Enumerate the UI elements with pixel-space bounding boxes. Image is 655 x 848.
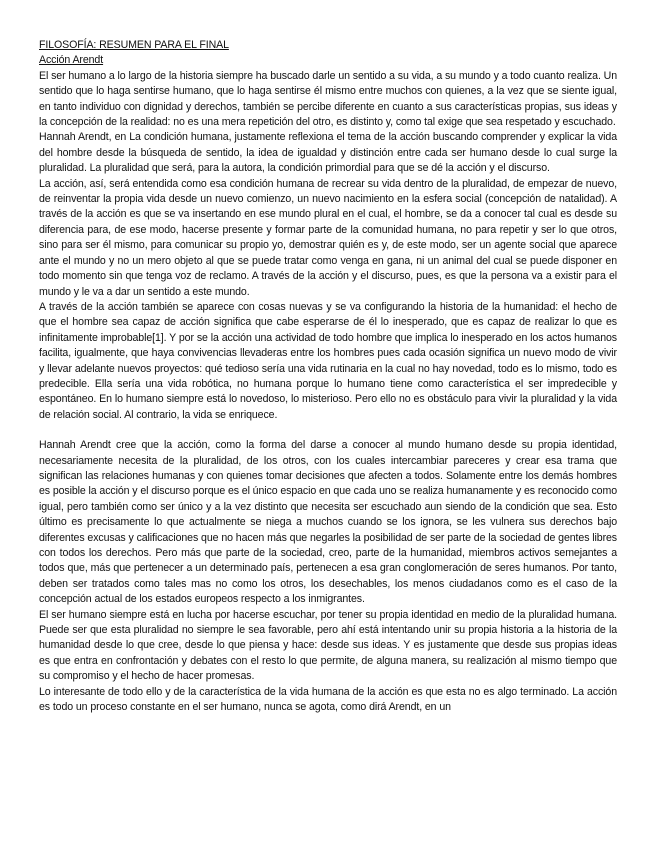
paragraph: Hannah Arendt cree que la acción, como la forma del darse a conocer al mundo humano desde su propia identidad, necesariamente necesita de la pluralidad, de los otros, con los cuales intercambiar pareceres y crear esa trama que significan las relaciones humanas y con quienes tomar decisiones que afecten a todos. Solamente entre los demás hombres es posible la acción y el discurso porque es el único espacio en que cada uno se realiza humanamente y es reconocido como igual, pero también como ser único y a la vez distinto que necesita ser escuchado aun siendo de la condición que sea. Esto último es precisamente lo que actualmente se niega a muchos cuando se los ignora, se les vulnera sus derechos bajo diferentes excusas y calificaciones que no hacen más que negarles la posibilidad de ser parte de la sociedad de gentes libres con todos los derechos. Pero más que parte de la sociedad, creo, parte de la humanidad, miembros activos semejantes a todos que, más que pertenecer a un determinado país, pertenecen a esa gran conglomeración de seres humanos. Por tanto, deben ser tratados como tales mas no como los otros, los desechables, los menos ciudadanos como es el caso de la concepción actual de los estados europeos respecto a los inmigrantes. (39, 439, 617, 606)
paragraph: Hannah Arendt, en La condición humana, justamente reflexiona el tema de la acción buscando comprender y explicar la vida del hombre desde la búsqueda de sentido, la idea de igualdad y distinción entre cada ser humano desde lo cual surge la pluralidad. La pluralidad que será, para la autora, la condición primordial para que se dé la acción y el discurso. (39, 131, 617, 175)
paragraph: El ser humano siempre está en lucha por hacerse escuchar, por tener su propia identidad en medio de la pluralidad humana. Puede ser que esta pluralidad no siempre le sea favorable, pero ahí está intentando unir su propia historia a la historia de la humanidad desde lo que cree, desde lo que piensa y hace: desde sus ideas. Y es justamente que desde sus propias ideas es que entra en confrontación y debates con el resto lo que permite, de alguna manera, su realización al mismo tiempo que su compromiso y el hecho de hacer promesas. (39, 608, 617, 683)
paragraph: A través de la acción también se aparece con cosas nuevas y se va configurando la historia de la humanidad: el hecho de que el hombre sea capaz de acción significa que cabe esperarse de él lo inesperado, que es capaz de realizar lo que es infinitamente improbable[1]. Y por se la acción una actividad de todo hombre que implica lo inesperado en los actos humanos facilita, igualmente, que haya convivencias llevaderas entre los hombres pues cada ocasión significa un nuevo modo de vivir y llevar adelante nuevos proyectos: qué tedioso sería una vida rutinaria en la cual no hay novedad, todo es lo mismo, todo es predecible. Ella sería una vida robótica, no humana porque lo humano tiene como característica el ser impredecible y espontáneo. En lo humano siempre está lo novedoso, lo misterioso. Pero ello no es obstáculo para vivir la pluralidad y la vida de relación social. Al contrario, la vida se enriquece. (39, 300, 617, 421)
paragraph: La acción, así, será entendida como esa condición humana de recrear su vida dentro de la pluralidad, de empezar de nuevo, de reinventar la propia vida desde un nuevo comienzo, un nuevo nacimiento en la esfera social (concepción de natalidad). A través de la acción es que se va insertando en ese mundo plural en el cual, el hombre, se da a conocer tal cual es desde su diferencia para, de ese modo, hacerse presente y formar parte de la comunidad humana, no para repetir y ser lo que otros, sino para ser él mismo, para comunicar su propio yo, demostrar quién es y, de este modo, ser un agente social que aparece ante el mundo y no un mero objeto al que se puede tratar como venga en gana, ni un animal del cual se puede disponer en todo momento sin que tenga voz de reclamo. A través de la acción y el discurso, pues, es que la persona va a existir para el mundo y le va a dar un sentido a este mundo. (39, 177, 617, 298)
paragraph-spacer (39, 423, 617, 438)
document-page (39, 38, 617, 715)
document-subtitle: Acción Arendt (39, 54, 104, 67)
paragraph: Lo interesante de todo ello y de la característica de la vida humana de la acción es que esta no es algo terminado. La acción es todo un proceso constante en el ser humano, nunca se agota, como dirá Arendt, en un (39, 685, 617, 714)
paragraph: El ser humano a lo largo de la historia siempre ha buscado darle un sentido a su vida, a su mundo y a todo cuanto realiza. Un sentido que lo haga sentirse humano, que lo haga sentirse él mismo entre muchos con quienes, a la vez que se siente igual, en tanto individuo con dignidad y derechos, también se percibe diferente en cuanto a sus características propias, sus ideas y la concepción de la realidad: no es una mera repetición del otro, es distinto y, como tal exige que sea respetado y escuchado. (39, 69, 617, 129)
document-title: FILOSOFÍA: RESUMEN PARA EL FINAL (39, 39, 229, 51)
